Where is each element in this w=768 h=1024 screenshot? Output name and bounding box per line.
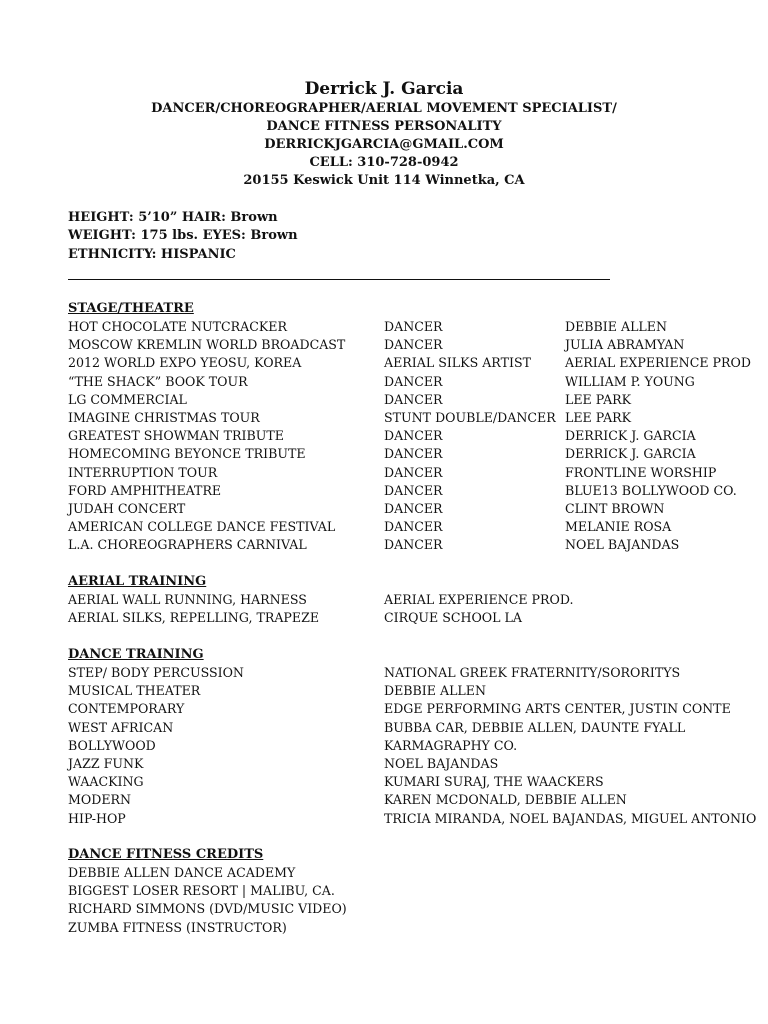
list-item: BIGGEST LOSER RESORT | MALIBU, CA. [68, 883, 335, 899]
event: JUDAH CONCERT [68, 500, 186, 516]
credit-row [0, 482, 768, 500]
event: MOSCOW KREMLIN WORLD BROADCAST [68, 337, 346, 353]
role: DANCER [384, 337, 443, 353]
height-hair: HEIGHT: 5’10” HAIR: Brown [68, 210, 278, 225]
director: CLINT BROWN [565, 500, 665, 516]
training-row [0, 591, 768, 609]
credit-row [0, 318, 768, 336]
style: CONTEMPORARY [68, 701, 185, 717]
credit-row [0, 373, 768, 391]
credit-row [0, 336, 768, 354]
event: HOMECOMING BEYONCE TRIBUTE [68, 446, 306, 462]
event: “THE SHACK” BOOK TOUR [68, 373, 248, 389]
teacher: BUBBA CAR, DEBBIE ALLEN, DAUNTE FYALL [384, 719, 686, 735]
role: DANCER [384, 373, 443, 389]
role: DANCER [384, 482, 443, 498]
teacher: KUMARI SURAJ, THE WAACKERS [384, 774, 604, 790]
director: JULIA ABRAMYAN [565, 337, 685, 353]
style: BOLLYWOOD [68, 737, 156, 753]
dance-training-list [0, 664, 768, 828]
aerial-training-heading: AERIAL TRAINING [68, 574, 207, 589]
event: L.A. CHOREOGRAPHERS CARNIVAL [68, 537, 307, 553]
role: DANCER [384, 464, 443, 480]
stage-theatre-list [0, 318, 768, 554]
role: DANCER [384, 446, 443, 462]
director: LEE PARK [565, 391, 632, 407]
event: HOT CHOCOLATE NUTCRACKER [68, 319, 287, 334]
list-item: ZUMBA FITNESS (INSTRUCTOR) [68, 919, 287, 935]
training-row [0, 719, 768, 737]
event: LG COMMERCIAL [68, 391, 187, 407]
style: MODERN [68, 792, 132, 808]
role: DANCER [384, 519, 443, 535]
role: DANCER [384, 319, 443, 334]
training-row [0, 664, 768, 682]
event: GREATEST SHOWMAN TRIBUTE [68, 428, 284, 444]
performer-name: Derrick J. Garcia [304, 79, 464, 99]
aerial-training-list [0, 591, 768, 627]
email: DERRICKJGARCIA@GMAIL.COM [264, 137, 504, 152]
director: DERRICK J. GARCIA [565, 428, 696, 444]
credit-row [0, 391, 768, 409]
teacher: DEBBIE ALLEN [384, 683, 487, 699]
credit-row [0, 536, 768, 554]
director: AERIAL EXPERIENCE PROD [565, 355, 751, 371]
credit-row [0, 409, 768, 427]
dance-fitness-list [68, 864, 347, 937]
dance-fitness-heading: DANCE FITNESS CREDITS [68, 847, 264, 862]
director: WILLIAM P. YOUNG [565, 373, 695, 389]
director: BLUE13 BOLLYWOOD CO. [565, 482, 737, 498]
training-row [0, 791, 768, 809]
divider-line [68, 279, 610, 280]
title-line-1: DANCER/CHOREOGRAPHER/AERIAL MOVEMENT SPECIALIST/ [151, 101, 617, 116]
style: MUSICAL THEATER [68, 683, 201, 699]
teacher: CIRQUE SCHOOL LA [384, 610, 522, 626]
credit-row [0, 464, 768, 482]
event: 2012 WORLD EXPO YEOSU, KOREA [68, 355, 302, 371]
teacher: TRICIA MIRANDA, NOEL BAJANDAS, MIGUEL ANTONIO [384, 810, 757, 826]
style: STEP/ BODY PERCUSSION [68, 665, 244, 680]
event: FORD AMPHITHEATRE [68, 482, 222, 498]
director: MELANIE ROSA [565, 519, 672, 535]
dance-training-heading: DANCE TRAINING [68, 647, 204, 662]
training-row [0, 682, 768, 700]
event: IMAGINE CHRISTMAS TOUR [68, 409, 260, 425]
director: LEE PARK [565, 409, 632, 425]
training-row [0, 810, 768, 828]
stage-theatre-heading: STAGE/THEATRE [68, 301, 194, 316]
teacher: NATIONAL GREEK FRATERNITY/SORORITYS [384, 665, 681, 680]
director: NOEL BAJANDAS [565, 537, 680, 553]
credit-row [0, 500, 768, 518]
style: HIP-HOP [68, 810, 126, 826]
role: DANCER [384, 428, 443, 444]
director: DERRICK J. GARCIA [565, 446, 696, 462]
event: INTERRUPTION TOUR [68, 464, 218, 480]
teacher: KAREN MCDONALD, DEBBIE ALLEN [384, 792, 627, 808]
list-item: DEBBIE ALLEN DANCE ACADEMY [68, 865, 296, 880]
role: STUNT DOUBLE/DANCER [384, 409, 556, 425]
training-row [0, 700, 768, 718]
director: DEBBIE ALLEN [565, 319, 668, 334]
list-item: RICHARD SIMMONS (DVD/MUSIC VIDEO) [68, 901, 347, 917]
resume-header [0, 78, 768, 190]
training-row [0, 737, 768, 755]
style: JAZZ FUNK [68, 755, 144, 771]
training-row [0, 609, 768, 627]
teacher: AERIAL EXPERIENCE PROD. [384, 592, 574, 607]
credit-row [0, 427, 768, 445]
credit-row [0, 518, 768, 536]
style: WEST AFRICAN [68, 719, 174, 735]
title-line-2: DANCE FITNESS PERSONALITY [266, 119, 502, 134]
training-row [0, 755, 768, 773]
role: DANCER [384, 391, 443, 407]
physical-stats [68, 209, 298, 264]
role: DANCER [384, 500, 443, 516]
role: AERIAL SILKS ARTIST [384, 355, 531, 371]
director: FRONTLINE WORSHIP [565, 464, 717, 480]
skill: AERIAL WALL RUNNING, HARNESS [68, 592, 307, 607]
teacher: EDGE PERFORMING ARTS CENTER, JUSTIN CONTE [384, 701, 731, 717]
weight-eyes: WEIGHT: 175 lbs. EYES: Brown [68, 228, 298, 244]
teacher: NOEL BAJANDAS [384, 755, 499, 771]
teacher: KARMAGRAPHY CO. [384, 737, 518, 753]
role: DANCER [384, 537, 443, 553]
skill: AERIAL SILKS, REPELLING, TRAPEZE [68, 610, 320, 626]
training-row [0, 773, 768, 791]
credit-row [0, 354, 768, 372]
credit-row [0, 445, 768, 463]
ethnicity: ETHNICITY: HISPANIC [68, 246, 236, 262]
address: 20155 Keswick Unit 114 Winnetka, CA [243, 173, 525, 188]
style: WAACKING [68, 774, 144, 790]
event: AMERICAN COLLEGE DANCE FESTIVAL [68, 519, 336, 535]
cell-phone: CELL: 310-728-0942 [309, 155, 459, 170]
